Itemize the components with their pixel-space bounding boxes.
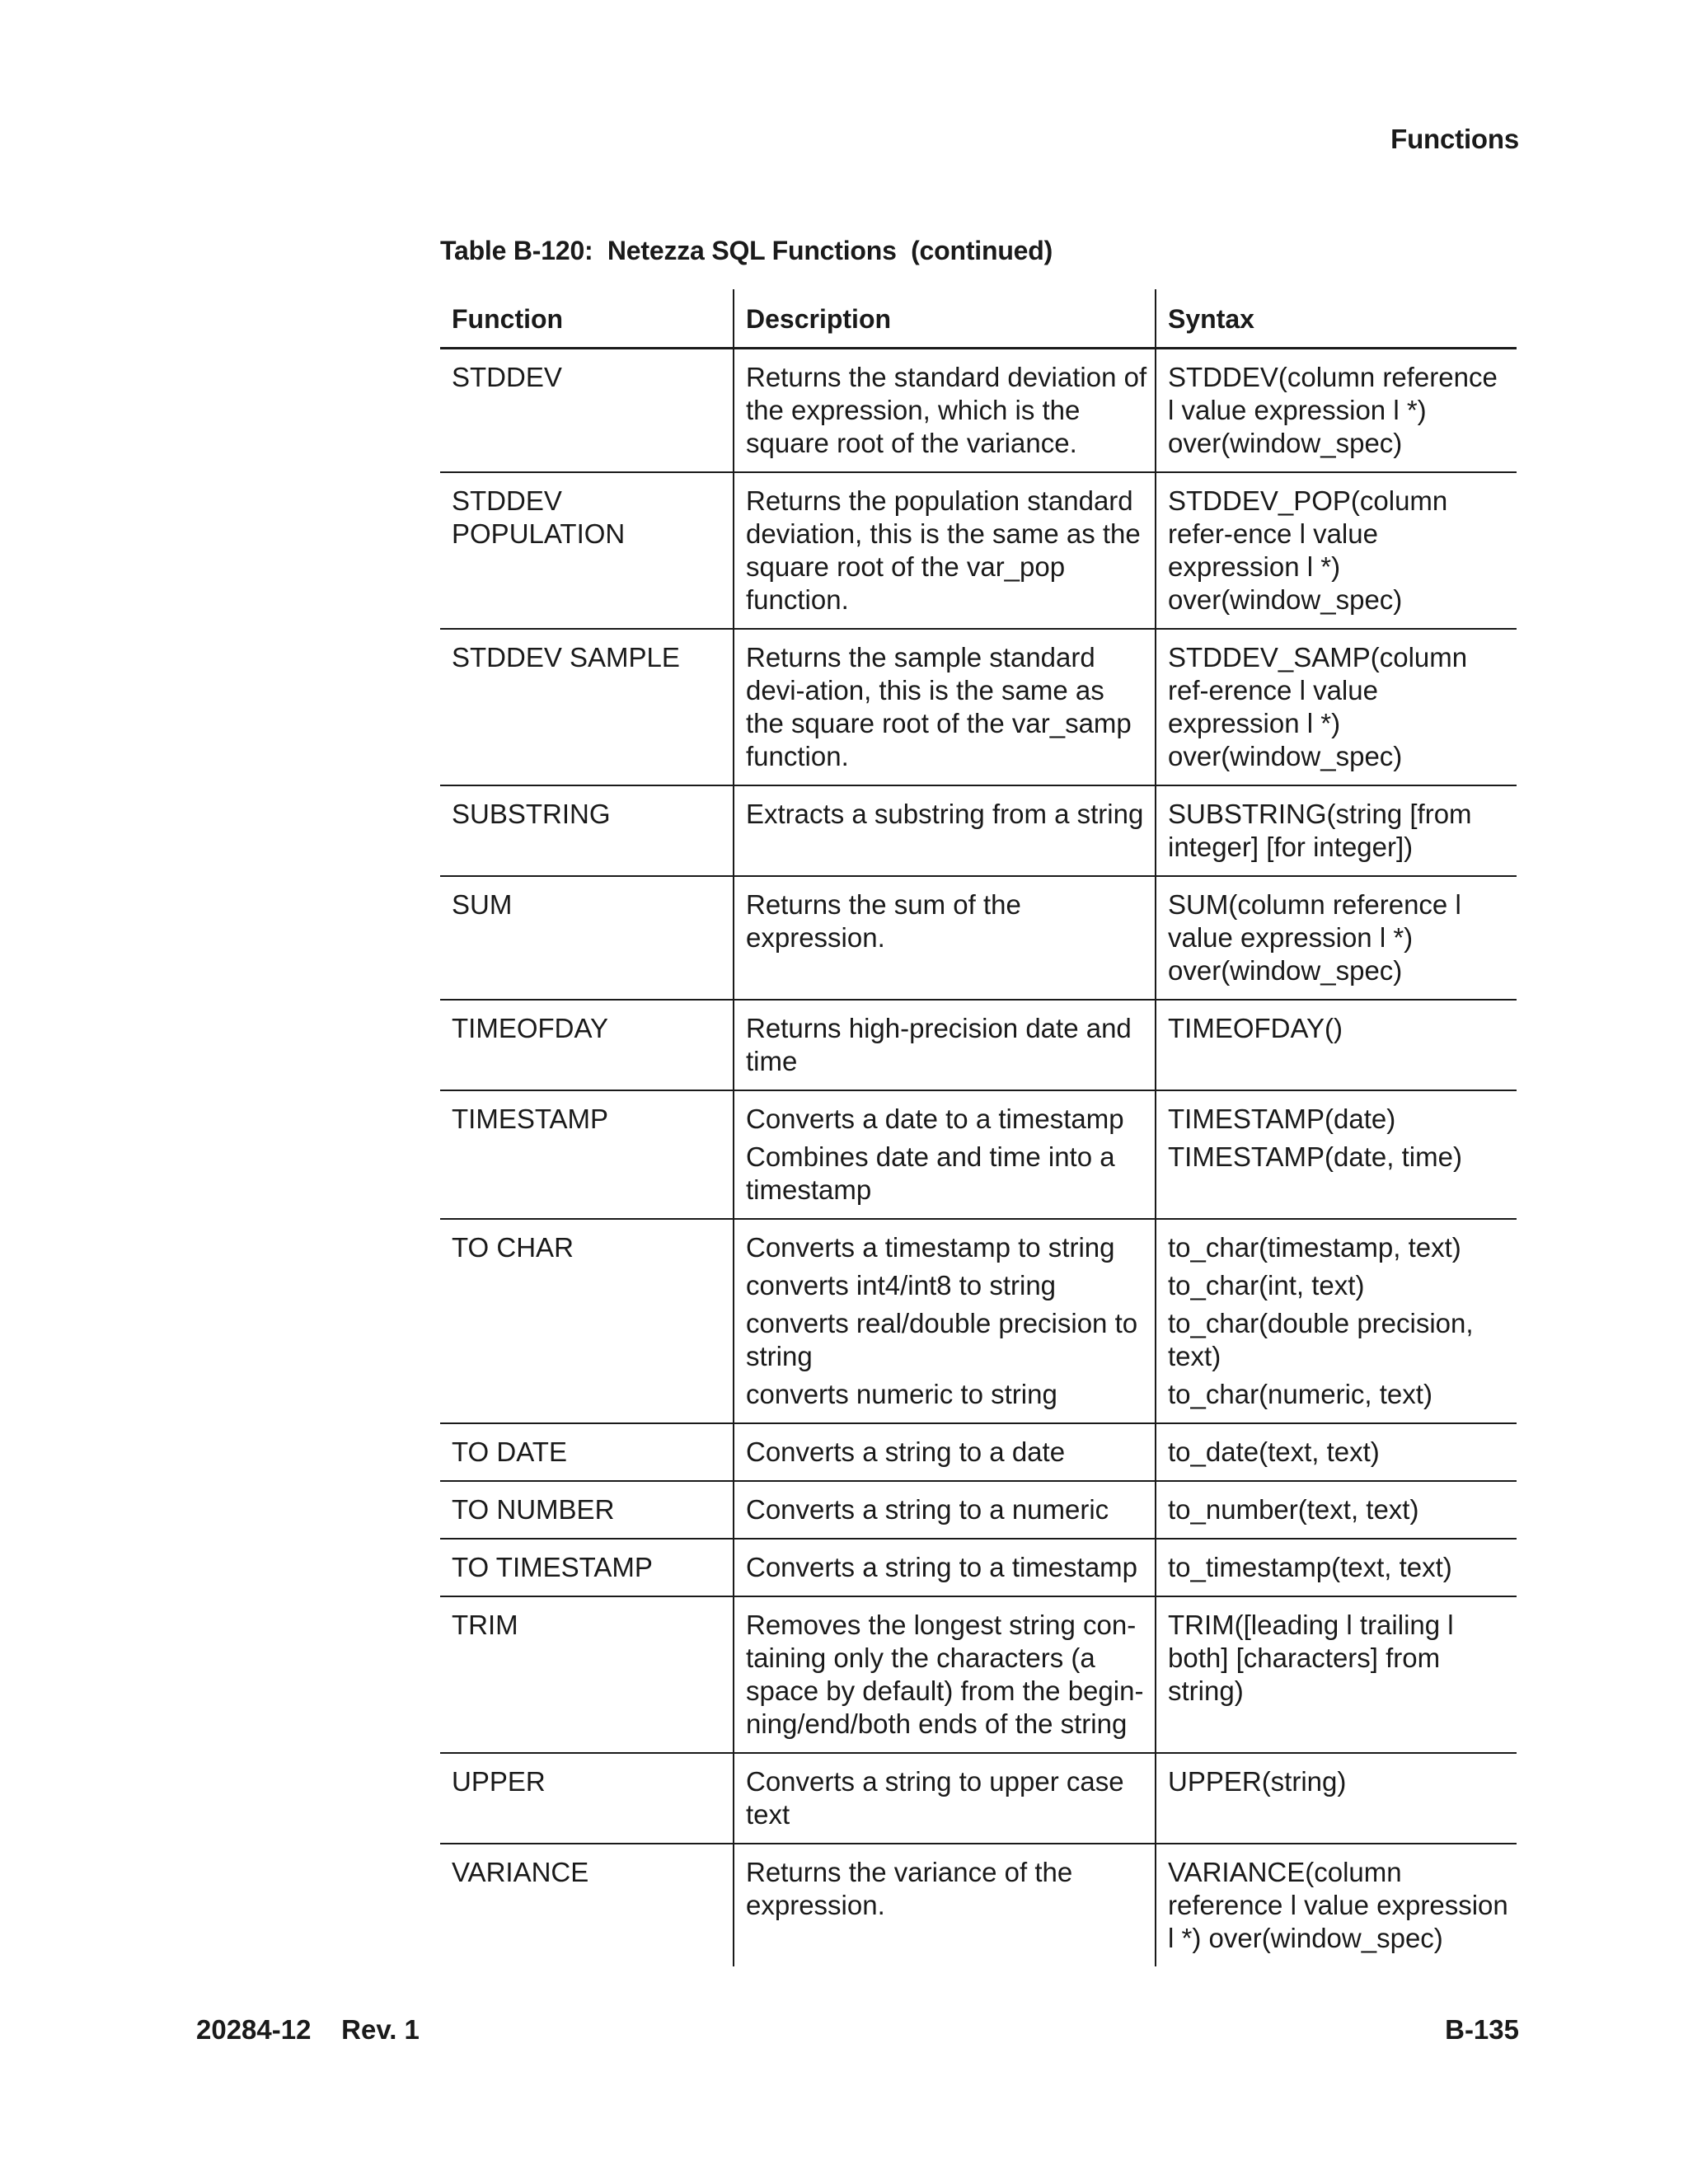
- function-name-cell: STDDEV: [452, 362, 562, 392]
- description-entry: Returns the sum of the expression.: [746, 889, 1021, 953]
- description-entry: Converts a string to a date: [746, 1436, 1066, 1467]
- description-cell: [734, 1539, 1156, 1596]
- table-row: [440, 1090, 1517, 1219]
- syntax-cell: [1156, 1539, 1517, 1596]
- function-name-cell: VARIANCE: [440, 1844, 734, 1966]
- description-cell: [734, 785, 1156, 876]
- syntax-entry: SUM(column reference l value expression l *) over(window_spec): [1168, 889, 1461, 986]
- description-cell: [734, 472, 1156, 629]
- column-header-syntax: Syntax: [1156, 289, 1517, 349]
- table-row: [440, 1481, 1517, 1539]
- syntax-cell: [1156, 876, 1517, 1000]
- syntax-cell: [1156, 1090, 1517, 1219]
- function-name-cell: STDDEV SAMPLE: [440, 629, 734, 785]
- syntax-entry: to_number(text, text): [1168, 1494, 1419, 1525]
- function-name-cell: SUM: [440, 876, 734, 1000]
- column-header-function: Function: [440, 289, 734, 349]
- function-name-cell: TO TIMESTAMP: [440, 1539, 734, 1596]
- table-row: [440, 1596, 1517, 1753]
- syntax-entry: to_char(timestamp, text): [1168, 1232, 1461, 1263]
- syntax-cell: [1156, 1596, 1517, 1753]
- syntax-entry: TIMESTAMP(date, time): [1168, 1141, 1462, 1172]
- description-entry: Returns the variance of the expression.: [746, 1857, 1073, 1920]
- table-row: [440, 1844, 1517, 1966]
- syntax-cell: [1156, 629, 1517, 785]
- syntax-cell: [1156, 1000, 1517, 1090]
- table-caption: Table B-120: Netezza SQL Functions (continued): [440, 236, 1053, 265]
- syntax-cell: [1156, 785, 1517, 876]
- syntax-entry: to_char(numeric, text): [1168, 1379, 1432, 1409]
- syntax-entry: STDDEV_POP(column refer-ence l value expression l *) over(window_spec): [1168, 485, 1448, 615]
- footer-page-number: B-135: [1445, 2014, 1519, 2045]
- table-row: [440, 1753, 1517, 1844]
- description-cell: [734, 1423, 1156, 1481]
- function-name-cell: STDDEV POPULATION: [440, 472, 734, 629]
- syntax-entry: STDDEV(column reference l value expression l *) over(window_spec): [1168, 362, 1498, 458]
- table-row: [440, 349, 1517, 473]
- syntax-entry: TIMEOFDAY(): [1168, 1013, 1343, 1043]
- description-cell: [734, 1090, 1156, 1219]
- description-entry: Returns the standard deviation of the expression, which is the square root of the variance.: [746, 362, 1147, 458]
- table-row: [440, 1000, 1517, 1090]
- description-cell: [734, 1000, 1156, 1090]
- function-name-cell: TIMESTAMP: [440, 1090, 734, 1219]
- column-header-description: Description: [734, 289, 1156, 349]
- syntax-entry: STDDEV_SAMP(column ref-erence l value expression l *) over(window_spec): [1168, 642, 1468, 771]
- description-entry: Removes the longest string con-taining only the characters (a space by default) from the begin-ning/end/both ends of the string: [746, 1610, 1144, 1739]
- syntax-entry: TIMESTAMP(date): [1168, 1104, 1396, 1134]
- table-row: [440, 629, 1517, 785]
- table-row: [440, 1539, 1517, 1596]
- syntax-cell: [1156, 472, 1517, 629]
- syntax-entry: to_char(double precision, text): [1168, 1308, 1474, 1371]
- description-entry: Converts a string to upper case text: [746, 1766, 1124, 1830]
- function-name-cell: TO DATE: [440, 1423, 734, 1481]
- running-head-title: Functions: [1390, 124, 1519, 154]
- description-cell: [734, 1844, 1156, 1966]
- table-header-row: [440, 289, 1517, 349]
- function-name-cell: TO CHAR: [440, 1219, 734, 1423]
- table-row: [440, 472, 1517, 629]
- table-row: [440, 785, 1517, 876]
- syntax-cell: [1156, 1753, 1517, 1844]
- table-row: [440, 1219, 1517, 1423]
- description-entry: Returns the population standard deviation, this is the same as the square root of the var_pop function.: [746, 485, 1141, 615]
- table-row: [440, 1423, 1517, 1481]
- function-name-cell: TO NUMBER: [440, 1481, 734, 1539]
- syntax-cell: [1156, 1844, 1517, 1966]
- function-name-cell: UPPER: [440, 1753, 734, 1844]
- description-cell: [734, 1219, 1156, 1423]
- description-entry: Returns the sample standard devi-ation, this is the same as the square root of the var_samp function.: [746, 642, 1132, 771]
- description-cell: [734, 876, 1156, 1000]
- table-row: [440, 876, 1517, 1000]
- description-entry: Converts a string to a numeric: [746, 1494, 1109, 1525]
- syntax-cell: [1156, 1219, 1517, 1423]
- function-name-cell: TIMEOFDAY: [440, 1000, 734, 1090]
- description-cell: [734, 1481, 1156, 1539]
- description-entry: Extracts a substring from a string: [746, 799, 1144, 829]
- function-name-cell: TRIM: [440, 1596, 734, 1753]
- syntax-entry: TRIM([leading l trailing l both] [characters] from string): [1168, 1610, 1454, 1706]
- description-cell: [734, 1753, 1156, 1844]
- syntax-cell: [1156, 349, 1517, 473]
- syntax-entry: SUBSTRING(string [from integer] [for integer]): [1168, 799, 1472, 862]
- table-body: [440, 349, 1517, 1967]
- description-entry: Combines date and time into a timestamp: [746, 1141, 1115, 1205]
- syntax-cell: [1156, 1423, 1517, 1481]
- description-entry: converts numeric to string: [746, 1379, 1057, 1409]
- description-entry: converts real/double precision to string: [746, 1308, 1138, 1371]
- description-cell: [734, 629, 1156, 785]
- syntax-entry: to_char(int, text): [1168, 1270, 1365, 1301]
- function-name-cell: SUBSTRING: [440, 785, 734, 876]
- description-entry: Converts a timestamp to string: [746, 1232, 1115, 1263]
- syntax-entry: UPPER(string): [1168, 1766, 1347, 1797]
- description-cell: [734, 349, 1156, 473]
- syntax-cell: [1156, 1481, 1517, 1539]
- description-entry: Returns high-precision date and time: [746, 1013, 1132, 1076]
- description-entry: Converts a string to a timestamp: [746, 1552, 1138, 1582]
- syntax-entry: VARIANCE(column reference l value expression l *) over(window_spec): [1168, 1857, 1508, 1953]
- functions-table: [440, 289, 1517, 1966]
- footer-doc-number: 20284-12 Rev. 1: [196, 2014, 420, 2045]
- description-entry: Converts a date to a timestamp: [746, 1104, 1124, 1134]
- syntax-entry: to_date(text, text): [1168, 1436, 1380, 1467]
- description-entry: converts int4/int8 to string: [746, 1270, 1057, 1301]
- syntax-entry: to_timestamp(text, text): [1168, 1552, 1452, 1582]
- description-cell: [734, 1596, 1156, 1753]
- functions-table-section: [440, 236, 1517, 1966]
